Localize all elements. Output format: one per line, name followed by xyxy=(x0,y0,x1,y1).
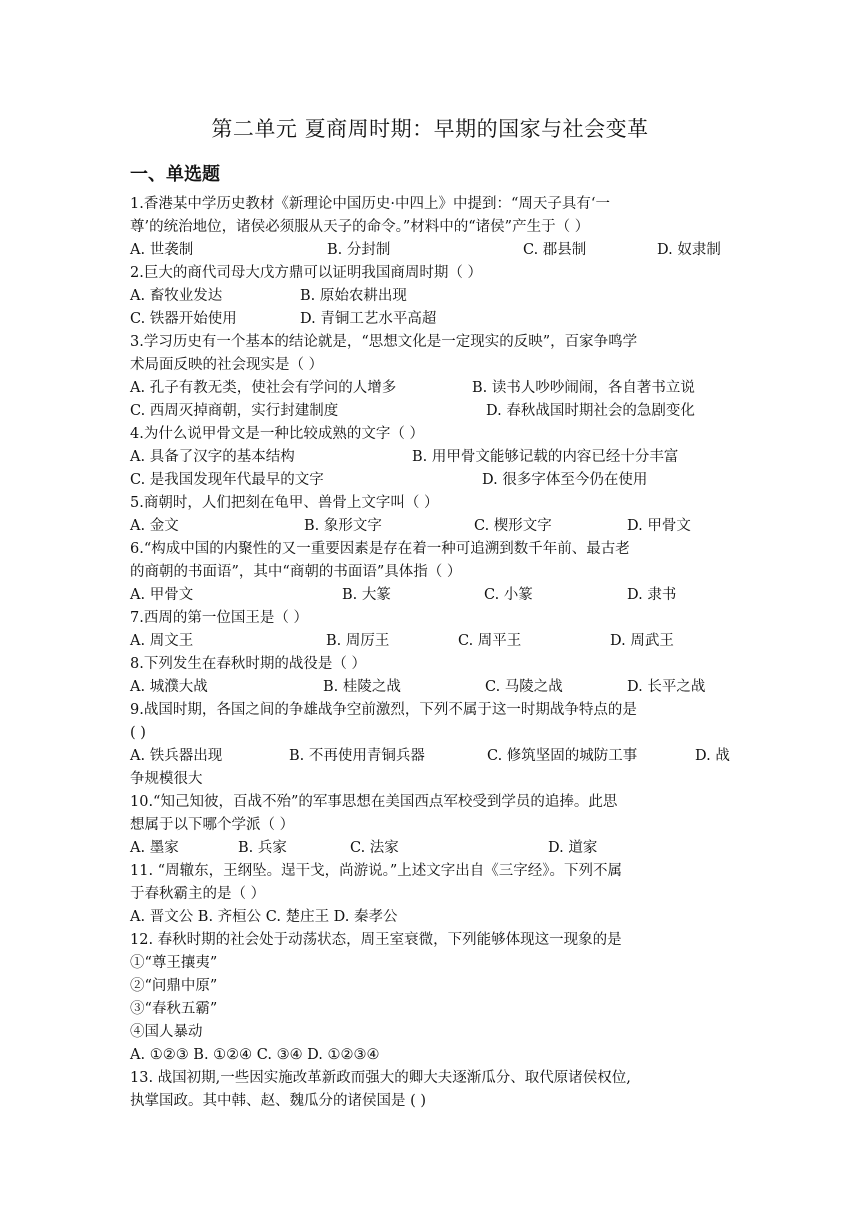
q3-options-row1 xyxy=(130,377,730,399)
q3-option-b: B. 读书人吵吵闹闹，各自著书立说 xyxy=(472,380,695,396)
q3-stem-line1: 3.学习历史有一个基本的结论就是，“思想文化是一定现实的反映”，百家争鸣学 xyxy=(130,334,638,350)
q1-stem-line1: 1.香港某中学历史教材《新理论中国历史·中四上》中提到：“周天子具有‘一 xyxy=(130,196,610,212)
q6-option-a: A. 甲骨文 xyxy=(130,587,194,603)
q3-option-c: C. 西周灭掉商朝，实行封建制度 xyxy=(130,403,339,419)
q10-option-a: A. 墨家 xyxy=(130,840,179,856)
q1-option-d: D. 奴隶制 xyxy=(657,242,721,258)
q3-stem-line2: 术局面反映的社会现实是（ ） xyxy=(130,357,324,373)
q4-option-d: D. 很多字体至今仍在使用 xyxy=(482,472,648,488)
q6-option-c: C. 小篆 xyxy=(484,587,533,603)
q12-item-3: ③“春秋五霸” xyxy=(130,1001,218,1017)
q9-option-d-continued: 争规模很大 xyxy=(130,771,203,787)
q5-option-b: B. 象形文字 xyxy=(304,518,382,534)
q4-option-a: A. 具备了汉字的基本结构 xyxy=(130,449,295,465)
q2-option-a: A. 畜牧业发达 xyxy=(130,288,223,304)
q10-option-d: D. 道家 xyxy=(548,840,598,856)
q10-stem-line1: 10.“知己知彼，百战不殆”的军事思想在美国西点军校受到学员的追捧。此思 xyxy=(130,794,618,810)
q1-stem-line2: 尊’的统治地位，诸侯必须服从天子的命令。”材料中的“诸侯”产生于（ ） xyxy=(130,219,590,235)
q8-option-d: D. 长平之战 xyxy=(627,679,706,695)
section-heading: 一、单选题 xyxy=(130,164,220,185)
q12-stem: 12. 春秋时期的社会处于动荡状态，周王室衰微，下列能够体现这一现象的是 xyxy=(130,932,622,948)
q1-option-b: B. 分封制 xyxy=(327,242,391,258)
q4-options-row2 xyxy=(130,469,730,491)
q2-stem: 2.巨大的商代司母大戊方鼎可以证明我国商周时期（ ） xyxy=(130,265,482,281)
q6-stem-line1: 6.“构成中国的内聚性的又一重要因素是存在着一种可追溯到数千年前、最古老 xyxy=(130,541,630,557)
q13-stem-line1: 13. 战国初期,一些因实施改革新政而强大的卿大夫逐渐瓜分、取代原诸侯权位, xyxy=(130,1070,631,1086)
q12-item-4: ④国人暴动 xyxy=(130,1024,203,1040)
q9-stem-line2: ( ) xyxy=(130,725,146,741)
q9-option-a: A. 铁兵器出现 xyxy=(130,748,223,764)
q1-option-a: A. 世袭制 xyxy=(130,242,194,258)
q2-options-row2 xyxy=(130,308,730,330)
q3-option-a: A. 孔子有教无类，使社会有学问的人增多 xyxy=(130,380,397,396)
q2-option-b: B. 原始农耕出现 xyxy=(300,288,407,304)
q4-option-b: B. 用甲骨文能够记载的内容已经十分丰富 xyxy=(412,449,679,465)
q10-stem-line2: 想属于以下哪个学派（ ） xyxy=(130,817,295,833)
q13-stem-line2: 执掌国政。其中韩、赵、魏瓜分的诸侯国是 ( ) xyxy=(130,1093,427,1109)
q1-options xyxy=(130,239,730,261)
q6-option-d: D. 隶书 xyxy=(627,587,677,603)
q6-options xyxy=(130,584,730,606)
q8-option-c: C. 马陵之战 xyxy=(485,679,563,695)
q8-stem: 8.下列发生在春秋时期的战役是（ ） xyxy=(130,656,366,672)
q4-option-c: C. 是我国发现年代最早的文字 xyxy=(130,472,324,488)
q6-stem-line2: 的商朝的书面语”，其中“商朝的书面语”具体指（ ） xyxy=(130,564,462,580)
q6-option-b: B. 大篆 xyxy=(342,587,391,603)
q4-stem: 4.为什么说甲骨文是一种比较成熟的文字（ ） xyxy=(130,426,424,442)
q3-option-d: D. 春秋战国时期社会的急剧变化 xyxy=(486,403,695,419)
q2-option-d: D. 青铜工艺水平高超 xyxy=(300,311,437,327)
q7-option-b: B. 周厉王 xyxy=(326,633,390,649)
q8-option-b: B. 桂陵之战 xyxy=(323,679,401,695)
q9-options xyxy=(130,745,730,767)
q12-options: A. ①②③ B. ①②④ C. ③④ D. ①②③④ xyxy=(130,1047,380,1063)
q10-option-c: C. 法家 xyxy=(350,840,399,856)
q7-stem: 7.西周的第一位国王是（ ） xyxy=(130,610,308,626)
q9-option-d: D. 战 xyxy=(695,748,730,764)
q10-options xyxy=(130,837,730,859)
q11-stem-line2: 于春秋霸主的是（ ） xyxy=(130,886,266,902)
q5-option-d: D. 甲骨文 xyxy=(627,518,691,534)
q7-option-c: C. 周平王 xyxy=(458,633,522,649)
q10-option-b: B. 兵家 xyxy=(238,840,287,856)
q9-option-b: B. 不再使用青铜兵器 xyxy=(289,748,425,764)
q7-option-d: D. 周武王 xyxy=(610,633,674,649)
q8-option-a: A. 城濮大战 xyxy=(130,679,208,695)
q5-option-a: A. 金文 xyxy=(130,518,179,534)
q5-option-c: C. 楔形文字 xyxy=(474,518,552,534)
page-title: 第二单元 夏商周时期：早期的国家与社会变革 xyxy=(211,117,649,141)
q2-options-row1 xyxy=(130,285,730,307)
q5-stem: 5.商朝时，人们把刻在龟甲、兽骨上文字叫（ ） xyxy=(130,495,439,511)
q11-options: A. 晋文公 B. 齐桓公 C. 楚庄王 D. 秦孝公 xyxy=(130,909,398,925)
q9-stem-line1: 9.战国时期，各国之间的争雄战争空前激烈，下列不属于这一时期战争特点的是 xyxy=(130,702,637,718)
q12-item-2: ②“问鼎中原” xyxy=(130,978,218,994)
q1-option-c: C. 郡县制 xyxy=(523,242,587,258)
q8-options xyxy=(130,676,730,698)
q4-options-row1 xyxy=(130,446,730,468)
q7-options xyxy=(130,630,730,652)
q2-option-c: C. 铁器开始使用 xyxy=(130,311,237,327)
q7-option-a: A. 周文王 xyxy=(130,633,194,649)
q12-item-1: ①“尊王攘夷” xyxy=(130,955,218,971)
q5-options xyxy=(130,515,730,537)
q9-option-c: C. 修筑坚固的城防工事 xyxy=(487,748,638,764)
q3-options-row2 xyxy=(130,400,730,422)
q11-stem-line1: 11. “周辙东，王纲坠。逞干戈，尚游说。”上述文字出自《三字经》。下列不属 xyxy=(130,863,622,879)
